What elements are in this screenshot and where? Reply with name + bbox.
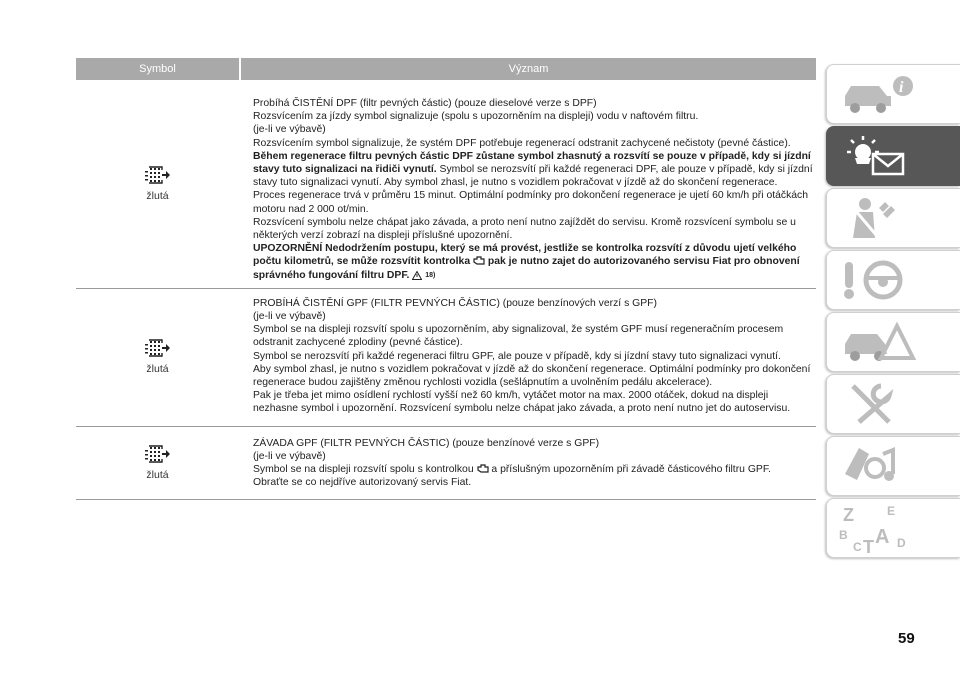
table-header [76,58,816,80]
warning-text [253,242,816,282]
warning-triangle-icon [412,271,422,280]
symbol-cell [76,289,239,426]
text-line: (je-li ve výbavě) [253,450,326,462]
symbol-cell [76,427,239,500]
tab-starting-driving[interactable] [826,250,960,310]
section-tabs [826,64,960,560]
meaning-cell [239,289,816,426]
header-meaning: Význam [508,63,549,75]
bold-text: Během regenerace filtru pevných částic DPF zůstane symbol zhasnutý a rozsvítí se pouze v případě, kdy si jízdní stavy tuto signalizaci na řidiči vynutí. [253,150,811,176]
symbol-cell [76,80,239,288]
text-span: pak je nutno zajet do autorizovaného servisu Fiat pro obnovení správného fungování filtru DPF. [253,256,800,281]
text-line: Rozsvícením symbol signalizuje, že systém DPF potřebuje regenerací odstranit zachycené nečistoty (pevné částice). [253,137,791,149]
text-line: Obraťte se co nejdříve autorizovaný servis Fiat. [253,477,472,489]
text-line: Rozsvícením za jízdy symbol signalizuje (spolu s upozorněním na displeji) vodu v naftovém filtru. [253,111,699,123]
tab-emergency[interactable] [826,312,960,372]
index-letters-icon [839,503,919,553]
gpf-filter-icon [145,339,171,357]
tab-warning-lights[interactable] [826,126,960,186]
text-span: Symbol se nerozsvítí při každé regeneraci DPF, ale pouze v případě, kdy si jízdní stavy tuto signalizaci vynutí. Aby symbol zhasl, je nutno s vozidlem pokračovat v jízdě až do skončení regenerace. [253,164,813,189]
index-letter: C [853,540,862,553]
text-line: Symbol se nerozsvítí při každé regeneraci filtru GPF, ale pouze v případě, kdy si jízdní stavy tuto signalizaci vynutí. [253,350,781,362]
engine-check-icon [477,464,489,474]
index-letter: T [863,537,874,553]
color-label: žlutá [146,363,169,376]
page-number: 59 [898,630,915,647]
index-letter: A [875,526,890,548]
reference-note: 18) [425,271,436,279]
index-letter: B [839,528,848,542]
tab-safety[interactable] [826,188,960,248]
text-line: Pak je třeba jet mimo osídlení rychlostí vyšší než 60 km/h, vytáčet motor na max. 2000 otáček, dokud na displeji nezhasne symbol i upozornění. Rozsvícení symbolu nelze chápat jako závada, a proto není nutno jet do autoservisu. [253,390,791,415]
tab-multimedia[interactable] [826,436,960,496]
text-line [253,463,816,476]
color-label: žlutá [146,189,169,202]
text-line: Symbol se na displeji rozsvítí spolu s upozorněním, aby signalizoval, že systém GPF musí regeneračním procesem odstranit zachycené zplodiny (pevné částice). [253,324,784,349]
engine-check-icon [473,256,485,266]
color-label: žlutá [146,469,169,482]
text-line: PROBÍHÁ ČISTĚNÍ GPF (FILTR PEVNÝCH ČÁSTIC) (pouze benzínových verzí s GPF) [253,297,657,309]
meaning-cell [239,427,816,500]
steering-wheel-icon [839,258,919,302]
car-info-icon [839,72,919,116]
index-letter: E [887,504,896,518]
text-line: ZÁVADA GPF (FILTR PEVNÝCH ČÁSTIC) (pouze benzínové verze s GPF) [253,437,600,449]
meaning-cell [239,80,816,288]
warning-light-table [76,58,816,500]
text-span: Symbol se na displeji rozsvítí spolu s kontrolkou [253,464,474,476]
text-line: Aby symbol zhasl, je nutno s vozidlem pokračovat v jízdě až do skončení regenerace. Optimální podmínky pro dokončení regenerace budou zajištěny změnou rychlosti vozidla (sešlápnutím a uvolněním pedálu akcelerace). [253,363,811,389]
gpf-fault-icon [145,445,171,463]
text-line: (je-li ve výbavě) [253,124,326,136]
svg-text:i: i [899,79,904,96]
header-symbol: Symbol [76,58,241,80]
text-line [253,150,816,190]
text-line: Probíhá ČISTĚNÍ DPF (filtr pevných částic) (pouze dieselové verze s DPF) [253,98,597,109]
emergency-icon [839,320,919,364]
maintenance-icon [839,382,919,426]
text-span: a příslušným upozorněním při závadě částicového filtru GPF. [488,464,771,476]
safety-icon [839,196,919,240]
text-span: UPOZORNĚNÍ Nedodržením postupu, který se má provést, jestliže se kontrolka rozsvítí z důvodu ujetí velkého počtu kilometrů, se může rozsvítit kontrolka [253,243,797,268]
text-line: Rozsvícení symbolu nelze chápat jako závada, a proto není nutno zajíždět do servisu. Kromě rozsvícení symbolu se u některých verzí zobrazí na displeji příslušné upozornění. [253,216,796,242]
table-row [76,80,816,289]
text-line: Proces regenerace trvá v průměru 15 minut. Optimální podmínky pro dokončení regenerace je ujetí 60 km/h při otáčkách motoru nad 2 000 ot/min. [253,190,809,215]
tab-index[interactable] [826,498,960,558]
index-letter: Z [843,505,854,525]
tab-car-info[interactable] [826,64,960,124]
multimedia-icon [839,444,919,488]
text-line: (je-li ve výbavě) [253,311,326,323]
dpf-filter-icon [145,166,171,184]
table-row [76,289,816,427]
index-letter: D [897,536,906,550]
tab-maintenance[interactable] [826,374,960,434]
warning-lights-icon [839,134,919,178]
table-row [76,427,816,501]
